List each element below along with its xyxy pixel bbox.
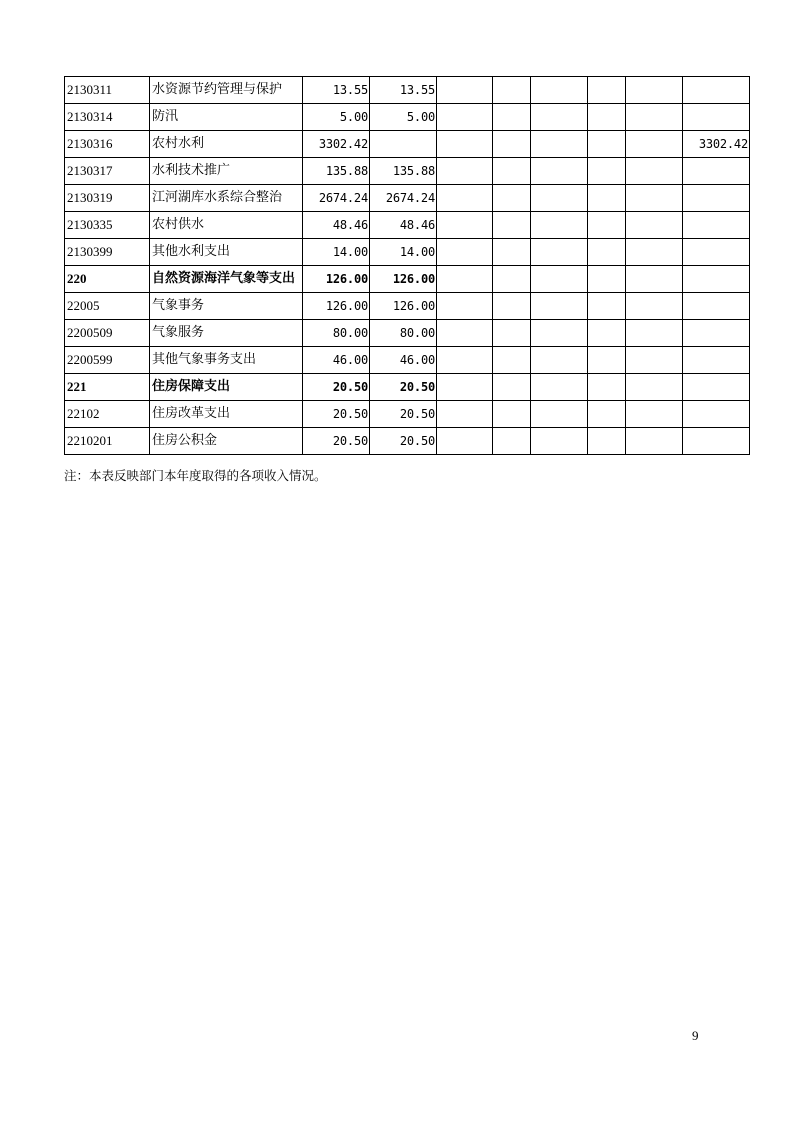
budget-appropriation-cell: 135.88 (370, 158, 437, 185)
total-cell: 135.88 (303, 158, 370, 185)
value-cell-6 (588, 320, 626, 347)
budget-appropriation-cell: 46.00 (370, 347, 437, 374)
code-cell: 2130335 (65, 212, 150, 239)
value-cell-3 (437, 104, 493, 131)
value-cell-3 (437, 131, 493, 158)
code-cell: 221 (65, 374, 150, 401)
value-cell-5 (531, 239, 588, 266)
name-cell: 其他气象事务支出 (150, 347, 303, 374)
name-cell: 住房公积金 (150, 428, 303, 455)
code-cell: 2130314 (65, 104, 150, 131)
budget-appropriation-cell: 80.00 (370, 320, 437, 347)
code-cell: 2130319 (65, 185, 150, 212)
value-cell-6 (588, 401, 626, 428)
table-row (65, 401, 750, 428)
name-cell: 住房改革支出 (150, 401, 303, 428)
value-cell-5 (531, 266, 588, 293)
name-cell: 气象服务 (150, 320, 303, 347)
code-cell: 220 (65, 266, 150, 293)
budget-appropriation-cell: 20.50 (370, 374, 437, 401)
name-cell: 江河湖库水系综合整治 (150, 185, 303, 212)
value-cell-6 (588, 104, 626, 131)
value-cell-4 (493, 428, 531, 455)
budget-appropriation-cell: 20.50 (370, 428, 437, 455)
table-row (65, 293, 750, 320)
total-cell: 2674.24 (303, 185, 370, 212)
value-cell-5 (531, 185, 588, 212)
table-row (65, 320, 750, 347)
value-cell-6 (588, 266, 626, 293)
code-cell: 2130399 (65, 239, 150, 266)
value-cell-3 (437, 347, 493, 374)
budget-appropriation-cell: 126.00 (370, 293, 437, 320)
other-income-cell (683, 347, 750, 374)
table-row (65, 239, 750, 266)
code-cell: 22005 (65, 293, 150, 320)
value-cell-4 (493, 401, 531, 428)
table-row (65, 77, 750, 104)
total-cell: 48.46 (303, 212, 370, 239)
budget-appropriation-cell: 20.50 (370, 401, 437, 428)
value-cell-4 (493, 266, 531, 293)
value-cell-4 (493, 293, 531, 320)
total-cell: 13.55 (303, 77, 370, 104)
value-cell-3 (437, 77, 493, 104)
value-cell-5 (531, 374, 588, 401)
table-note: 注：本表反映部门本年度取得的各项收入情况。 (64, 468, 327, 483)
budget-appropriation-cell: 126.00 (370, 266, 437, 293)
value-cell-5 (531, 77, 588, 104)
value-cell-3 (437, 374, 493, 401)
value-cell-3 (437, 239, 493, 266)
value-cell-6 (588, 131, 626, 158)
total-cell: 126.00 (303, 293, 370, 320)
value-cell-7 (626, 347, 683, 374)
value-cell-3 (437, 293, 493, 320)
value-cell-5 (531, 428, 588, 455)
table-row (65, 266, 750, 293)
value-cell-5 (531, 212, 588, 239)
value-cell-4 (493, 320, 531, 347)
total-cell: 14.00 (303, 239, 370, 266)
budget-appropriation-cell: 48.46 (370, 212, 437, 239)
table-row (65, 158, 750, 185)
value-cell-7 (626, 212, 683, 239)
value-cell-7 (626, 77, 683, 104)
value-cell-5 (531, 131, 588, 158)
name-cell: 农村水利 (150, 131, 303, 158)
value-cell-4 (493, 131, 531, 158)
other-income-cell (683, 374, 750, 401)
value-cell-7 (626, 401, 683, 428)
table-row (65, 374, 750, 401)
value-cell-6 (588, 239, 626, 266)
value-cell-7 (626, 158, 683, 185)
value-cell-3 (437, 401, 493, 428)
value-cell-4 (493, 158, 531, 185)
value-cell-6 (588, 212, 626, 239)
value-cell-6 (588, 428, 626, 455)
value-cell-3 (437, 428, 493, 455)
total-cell: 80.00 (303, 320, 370, 347)
name-cell: 水利技术推广 (150, 158, 303, 185)
budget-appropriation-cell: 2674.24 (370, 185, 437, 212)
value-cell-3 (437, 212, 493, 239)
other-income-cell (683, 77, 750, 104)
value-cell-4 (493, 212, 531, 239)
other-income-cell (683, 212, 750, 239)
value-cell-4 (493, 185, 531, 212)
value-cell-7 (626, 428, 683, 455)
value-cell-5 (531, 401, 588, 428)
other-income-cell (683, 401, 750, 428)
value-cell-6 (588, 374, 626, 401)
total-cell: 126.00 (303, 266, 370, 293)
total-cell: 20.50 (303, 374, 370, 401)
value-cell-7 (626, 131, 683, 158)
value-cell-5 (531, 104, 588, 131)
table-row (65, 428, 750, 455)
value-cell-5 (531, 347, 588, 374)
code-cell: 2200599 (65, 347, 150, 374)
table-body (65, 77, 750, 455)
code-cell: 2210201 (65, 428, 150, 455)
other-income-cell (683, 185, 750, 212)
value-cell-7 (626, 293, 683, 320)
value-cell-7 (626, 320, 683, 347)
name-cell: 气象事务 (150, 293, 303, 320)
table-row (65, 212, 750, 239)
value-cell-7 (626, 239, 683, 266)
code-cell: 2200509 (65, 320, 150, 347)
table-row (65, 347, 750, 374)
page-number: 9 (692, 1028, 699, 1043)
value-cell-7 (626, 374, 683, 401)
table-row (65, 131, 750, 158)
name-cell: 住房保障支出 (150, 374, 303, 401)
value-cell-6 (588, 293, 626, 320)
other-income-cell (683, 320, 750, 347)
other-income-cell: 3302.42 (683, 131, 750, 158)
other-income-cell (683, 104, 750, 131)
value-cell-7 (626, 266, 683, 293)
code-cell: 2130316 (65, 131, 150, 158)
value-cell-7 (626, 104, 683, 131)
value-cell-3 (437, 158, 493, 185)
table-row (65, 104, 750, 131)
value-cell-4 (493, 239, 531, 266)
name-cell: 农村供水 (150, 212, 303, 239)
value-cell-6 (588, 185, 626, 212)
total-cell: 20.50 (303, 401, 370, 428)
budget-appropriation-cell (370, 131, 437, 158)
name-cell: 防汛 (150, 104, 303, 131)
budget-appropriation-cell: 13.55 (370, 77, 437, 104)
other-income-cell (683, 158, 750, 185)
total-cell: 20.50 (303, 428, 370, 455)
value-cell-4 (493, 77, 531, 104)
value-cell-5 (531, 293, 588, 320)
total-cell: 5.00 (303, 104, 370, 131)
name-cell: 自然资源海洋气象等支出 (150, 266, 303, 293)
total-cell: 46.00 (303, 347, 370, 374)
budget-appropriation-cell: 5.00 (370, 104, 437, 131)
code-cell: 22102 (65, 401, 150, 428)
value-cell-5 (531, 320, 588, 347)
name-cell: 水资源节约管理与保护 (150, 77, 303, 104)
code-cell: 2130311 (65, 77, 150, 104)
value-cell-3 (437, 320, 493, 347)
other-income-cell (683, 293, 750, 320)
value-cell-3 (437, 185, 493, 212)
value-cell-3 (437, 266, 493, 293)
value-cell-6 (588, 347, 626, 374)
name-cell: 其他水利支出 (150, 239, 303, 266)
code-cell: 2130317 (65, 158, 150, 185)
budget-appropriation-cell: 14.00 (370, 239, 437, 266)
value-cell-4 (493, 374, 531, 401)
other-income-cell (683, 266, 750, 293)
table-row (65, 185, 750, 212)
value-cell-7 (626, 185, 683, 212)
other-income-cell (683, 239, 750, 266)
value-cell-6 (588, 77, 626, 104)
total-cell: 3302.42 (303, 131, 370, 158)
value-cell-5 (531, 158, 588, 185)
value-cell-6 (588, 158, 626, 185)
other-income-cell (683, 428, 750, 455)
value-cell-4 (493, 347, 531, 374)
value-cell-4 (493, 104, 531, 131)
income-table (64, 76, 750, 455)
